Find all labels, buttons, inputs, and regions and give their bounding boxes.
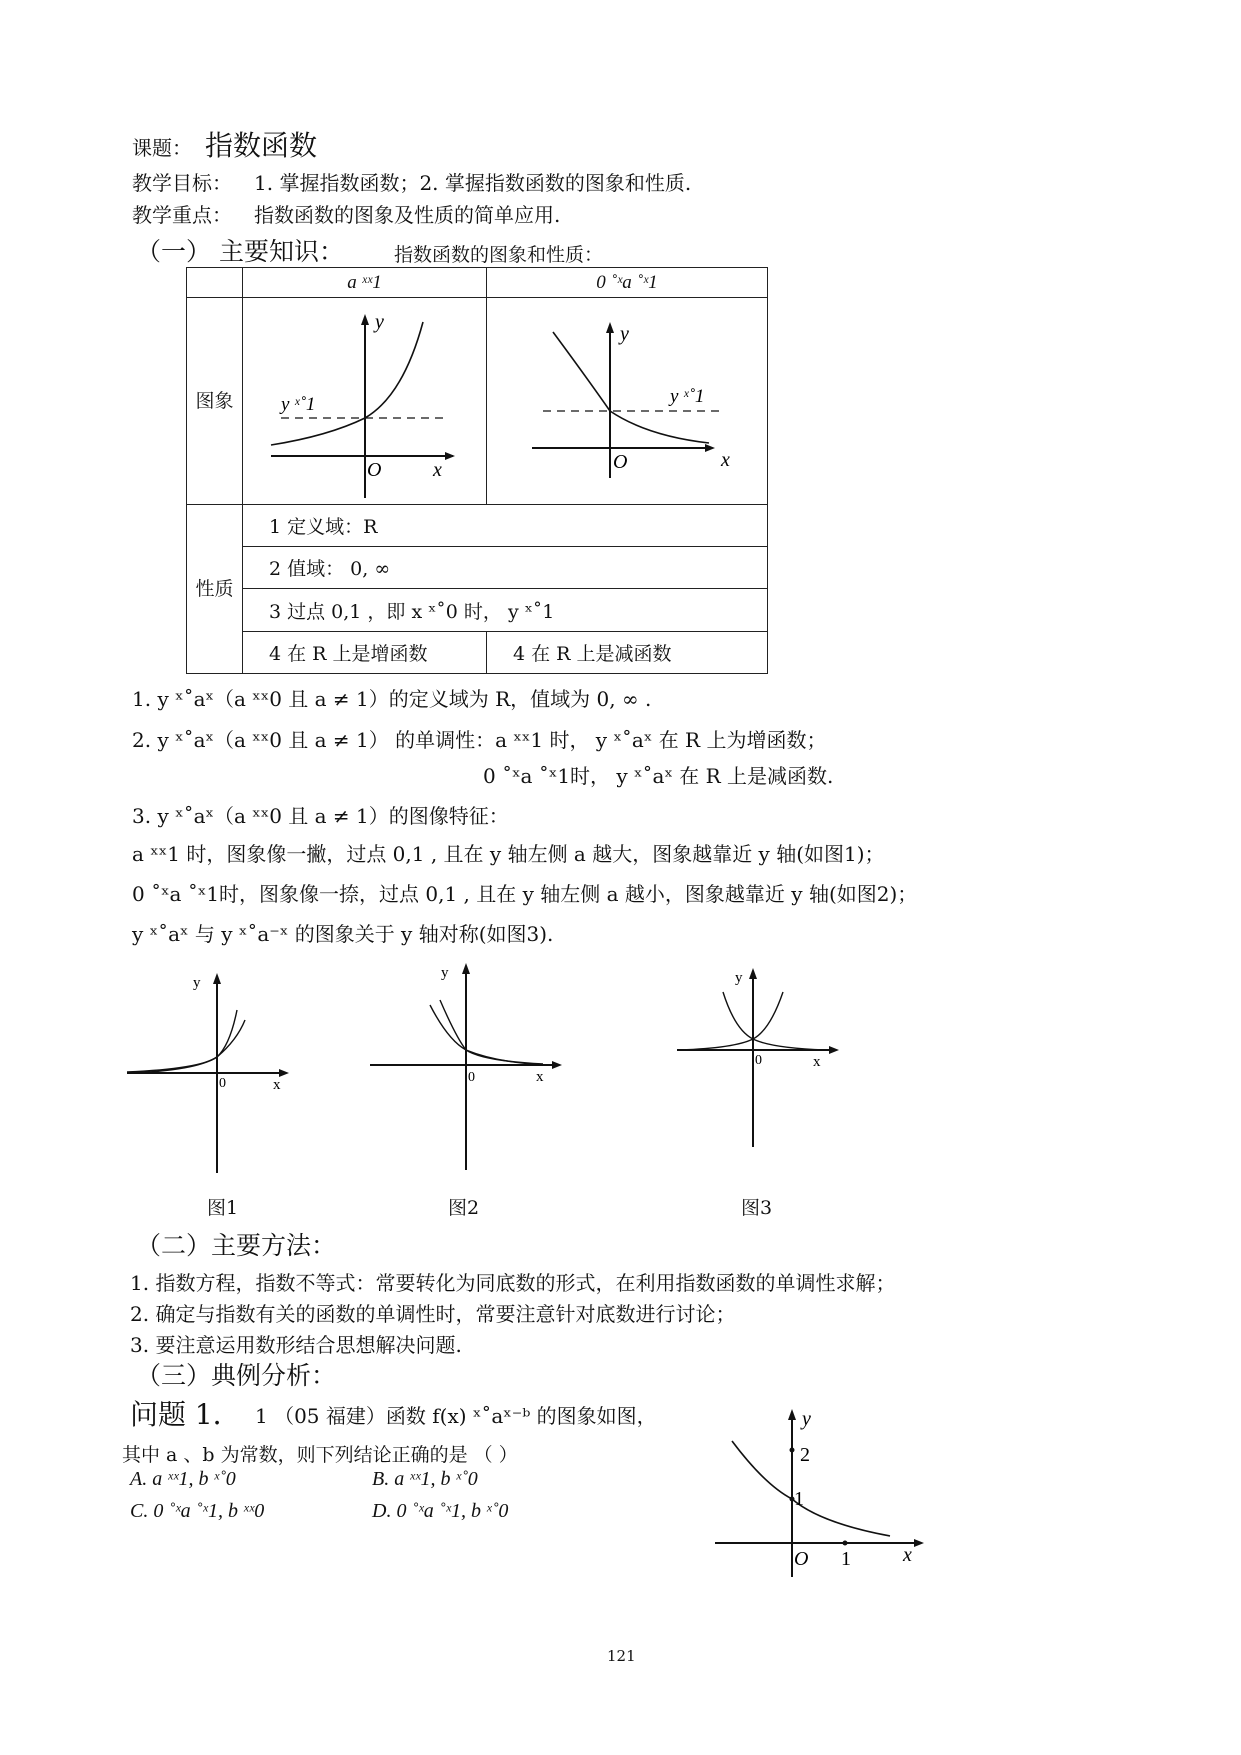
axis-x-label: x bbox=[273, 1077, 281, 1093]
point-3: 3. y ˣ˚aˣ（a ˣˣ0 且 a ≠ 1）的图像特征： bbox=[132, 804, 509, 828]
page-number: 121 bbox=[607, 1647, 636, 1665]
origin-label: 0 bbox=[219, 1076, 226, 1091]
figure-2 bbox=[368, 955, 568, 1175]
axis-y-label: y bbox=[375, 311, 384, 333]
axis-y-label: y bbox=[441, 965, 449, 981]
axis-y-label: y bbox=[735, 970, 743, 986]
axis-y-label: y bbox=[620, 323, 629, 345]
goal-label: 教学目标： bbox=[132, 171, 232, 195]
goal-text: 1. 掌握指数函数；2. 掌握指数函数的图象和性质. bbox=[254, 171, 692, 195]
page-title: 指数函数 bbox=[205, 129, 318, 162]
col-header-a-gt-1: a ˣˣ1 bbox=[243, 268, 487, 298]
prop-fixed-point: 3 过点 0,1 ，即 x ˣ˚0 时， y ˣ˚1 bbox=[243, 589, 768, 632]
prop-decreasing: 4 在 R 上是减函数 bbox=[487, 632, 768, 674]
point-3a: a ˣˣ1 时，图象像一撇，过点 0,1 , 且在 y 轴左侧 a 越大，图象越靠近 y 轴(如图1)； bbox=[132, 842, 885, 866]
option-b: B. a ˣˣ1, b ˣ˚0 bbox=[372, 1468, 478, 1490]
section1-subheading: 指数函数的图象和性质： bbox=[394, 244, 604, 266]
graph-cell-decreasing bbox=[487, 298, 768, 505]
title-label: 课题： bbox=[132, 136, 192, 160]
axis-x-label: x bbox=[433, 459, 442, 481]
origin-label: O bbox=[794, 1548, 809, 1570]
tick-x1-label: 1 bbox=[841, 1548, 851, 1570]
section3-heading: （三）典例分析： bbox=[136, 1361, 337, 1390]
problem-graph bbox=[710, 1405, 935, 1580]
problem-text: 1 （05 福建）函数 f(x) ˣ˚aˣ⁻ᵇ 的图象如图， bbox=[255, 1404, 657, 1428]
focus-text: 指数函数的图象及性质的简单应用. bbox=[254, 203, 561, 227]
line-y1-label: y ˣ˚1 bbox=[670, 386, 705, 407]
point-3b: 0 ˚ˣa ˚ˣ1时，图象像一捺，过点 0,1 , 且在 y 轴左侧 a 越小，图象越靠近 y 轴(如图2)； bbox=[132, 882, 918, 906]
figure-1 bbox=[125, 965, 305, 1175]
axis-y-label: y bbox=[802, 1408, 811, 1430]
decreasing-graph bbox=[487, 298, 767, 499]
axis-x-label: x bbox=[721, 449, 730, 471]
origin-label: 0 bbox=[755, 1053, 762, 1068]
method-3: 3. 要注意运用数形结合思想解决问题. bbox=[130, 1333, 462, 1357]
option-a: A. a ˣˣ1, b ˣ˚0 bbox=[130, 1468, 236, 1490]
figure-3 bbox=[675, 962, 855, 1152]
graph-cell-increasing bbox=[243, 298, 487, 505]
axis-x-label: x bbox=[536, 1069, 544, 1085]
prop-increasing: 4 在 R 上是增函数 bbox=[243, 632, 487, 674]
origin-label: O bbox=[367, 459, 382, 481]
row-label-props: 性质 bbox=[187, 505, 243, 674]
axis-y-label: y bbox=[193, 975, 201, 991]
problem-label: 问题 1． bbox=[130, 1398, 241, 1431]
section2-heading: （二）主要方法： bbox=[136, 1231, 337, 1260]
point-2b: 0 ˚ˣa ˚ˣ1时， y ˣ˚aˣ 在 R 上是减函数. bbox=[483, 764, 834, 788]
tick-2-label: 2 bbox=[800, 1444, 810, 1466]
col-header-a-lt-1: 0 ˚ˣa ˚ˣ1 bbox=[487, 268, 768, 298]
focus-label: 教学重点： bbox=[132, 203, 232, 227]
line-y1-label: y ˣ˚1 bbox=[281, 394, 316, 415]
figure-1-caption: 图1 bbox=[207, 1197, 239, 1219]
axis-x-label: x bbox=[813, 1054, 821, 1070]
origin-label: 0 bbox=[468, 1070, 475, 1085]
prop-range: 2 值域： 0, ∞ bbox=[243, 547, 768, 589]
exp-function-table bbox=[186, 267, 768, 674]
figure-3-caption: 图3 bbox=[741, 1197, 773, 1219]
prop-domain: 1 定义域：R bbox=[243, 505, 768, 547]
section1-heading: （一） 主要知识： bbox=[136, 237, 344, 266]
option-d: D. 0 ˚ˣa ˚ˣ1, b ˣ˚0 bbox=[372, 1500, 509, 1522]
point-1: 1. y ˣ˚aˣ（a ˣˣ0 且 a ≠ 1）的定义域为 R，值域为 0, ∞ . bbox=[132, 687, 652, 711]
point-3c: y ˣ˚aˣ 与 y ˣ˚a⁻ˣ 的图象关于 y 轴对称(如图3). bbox=[132, 922, 554, 946]
row-label-graph: 图象 bbox=[187, 298, 243, 505]
option-c: C. 0 ˚ˣa ˚ˣ1, b ˣˣ0 bbox=[130, 1500, 265, 1522]
tick-1-label: 1 bbox=[794, 1488, 804, 1510]
method-2: 2. 确定与指数有关的函数的单调性时，常要注意针对底数进行讨论； bbox=[130, 1302, 736, 1326]
axis-x-label: x bbox=[903, 1544, 912, 1566]
increasing-graph bbox=[243, 298, 486, 499]
problem-text-2: 其中 a 、b 为常数，则下列结论正确的是 （ ） bbox=[122, 1444, 518, 1466]
method-1: 1. 指数方程，指数不等式：常要转化为同底数的形式，在利用指数函数的单调性求解； bbox=[130, 1271, 896, 1295]
origin-label: O bbox=[613, 451, 628, 473]
point-2: 2. y ˣ˚aˣ（a ˣˣ0 且 a ≠ 1） 的单调性：a ˣˣ1 时， y ˣ˚aˣ 在 R 上为增函数； bbox=[132, 728, 827, 752]
figure-2-caption: 图2 bbox=[448, 1197, 480, 1219]
